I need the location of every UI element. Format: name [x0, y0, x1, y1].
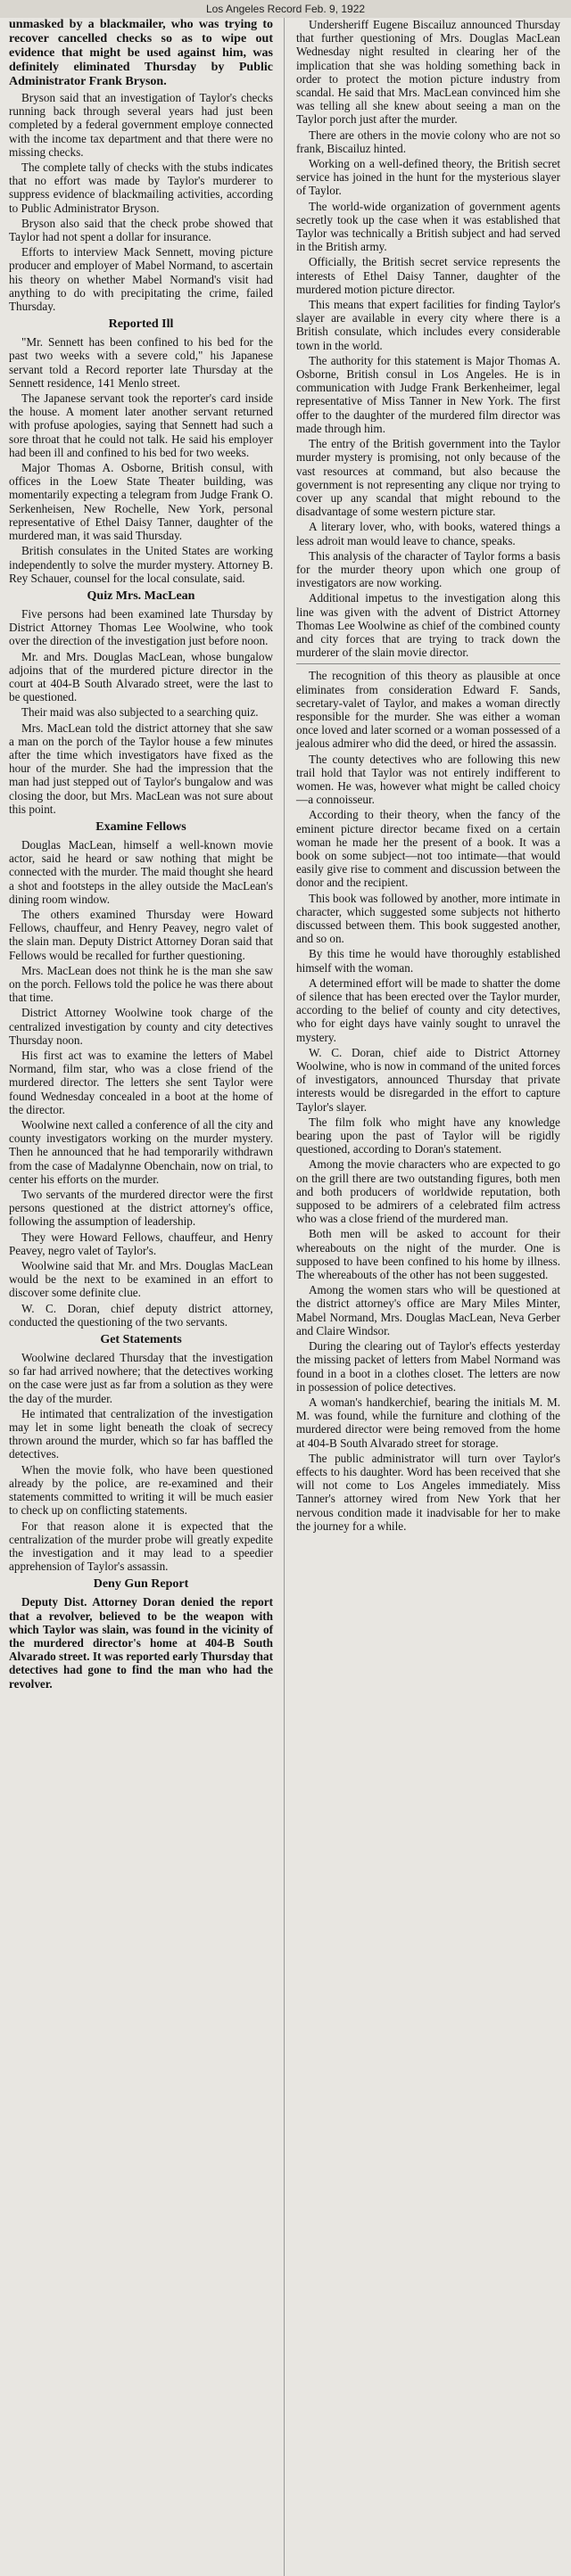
subheading: Examine Fellows [95, 819, 186, 834]
paragraph: W. C. Doran, chief aide to District Attorney Woolwine, who is now in command of the united forces of investigators, announced Thursday that private interests would be disregarded in the effort to capture Taylor's slayer. [296, 1045, 560, 1114]
paragraph: A woman's handkerchief, bearing the initials M. M. M. was found, while the furniture and clothing of the murdered director were being removed from the home at 404-B South Alvarado street for storage. [296, 1395, 560, 1450]
subheading: Get Statements [100, 1333, 182, 1347]
paragraph: Among the movie characters who are expected to go on the grill there are two outstanding figures, both men and both producers of worldwide reputation, both supposed to be admirers of a celebrated film actress who was a close friend of the murdered man. [296, 1157, 560, 1226]
paragraph: Five persons had been examined late Thursday by District Attorney Thomas Lee Woolwine, who took over the direction of the investigation just before noon. [9, 606, 273, 648]
paragraph: The film folk who might have any knowledge bearing upon the past of Taylor will be rigidly questioned, according to Doran's statement. [296, 1115, 560, 1156]
column-rule [284, 18, 285, 2576]
paragraph: By this time he would have thoroughly established himself with the woman. [296, 947, 560, 975]
paragraph: Additional impetus to the investigation along this line was given with the advent of District Attorney Thomas Lee Woolwine as chief of the combined county and city forces that are trying to track down the murderer of the slain movie director. [296, 591, 560, 660]
subheading: Reported Ill [108, 317, 174, 332]
paragraph: Bryson said that an investigation of Taylor's checks running back through several years had just been completed by a federal government employe connected with the income tax department and that there were no missing checks. [9, 91, 273, 159]
paragraph: The others examined Thursday were Howard Fellows, chauffeur, and Henry Peavey, negro valet of the slain man. Deputy District Attorney Doran said that Fellows would be recalled for further questioning. [9, 907, 273, 962]
paragraph: Mrs. MacLean told the district attorney that she saw a man on the porch of the Taylor house a few minutes after the time which investigators have fixed as the hour of the murder. She had the impression that the man had just stepped out of Taylor's bungalow and was closing the door, but Mrs. MacLean was not sure about this point. [9, 720, 273, 816]
left-column [4, 18, 278, 2576]
paragraph: The public administrator will turn over Taylor's effects to his daughter. Word has been received that she will not come to Los Angeles immediately. Miss Tanner's attorney wired from New York that her nervous condition made it inadvisable for her to make the journey for a while. [296, 1451, 560, 1533]
paragraph: The authority for this statement is Major Thomas A. Osborne, British consul in Los Angeles. He is in communication with Judge Frank Berkenheimer, legal representative of Miss Tanner in New York. The first offer to the daughter of the murdered film director was made through him. [296, 353, 560, 435]
paragraph: W. C. Doran, chief deputy district attorney, conducted the questioning of the two servants. [9, 1301, 273, 1329]
paragraph: Deputy Dist. Attorney Doran denied the report that a revolver, believed to be the weapon with which Taylor was slain, was found in the vicinity of the murdered director's home at 404-B South Alvarado street. It was reported early Thursday that detectives had gone to find the man who had the revolver. [9, 1595, 273, 1691]
subheading: Deny Gun Report [93, 1577, 189, 1592]
masthead: Los Angeles Record Feb. 9, 1922 [205, 3, 366, 15]
paragraph: Mr. and Mrs. Douglas MacLean, whose bungalow adjoins that of the murdered picture director in the court at 404-B South Alvarado street, were the last to be questioned. [9, 649, 273, 704]
paragraph: District Attorney Woolwine took charge of the centralized investigation by county and city detectives Thursday noon. [9, 1006, 273, 1047]
paragraph: Officially, the British secret service represents the interests of Ethel Daisy Tanner, daughter of the murdered motion picture director. [296, 255, 560, 296]
paragraph: A determined effort will be made to shatter the dome of silence that has been erected over the Taylor murder, according to the belief of county and city detectives, who for eight days have vainly sought to unravel the mystery. [296, 975, 560, 1044]
paragraph: This book was followed by another, more intimate in character, which suggested some subjects not hitherto discussed between them. This book suggested another, and so on. [296, 891, 560, 946]
paragraph: "Mr. Sennett has been confined to his bed for the past two weeks with a severe cold," his Japanese servant told a Record reporter late Thursday at the Sennett residence, 141 Menlo street. [9, 335, 273, 390]
paragraph: Working on a well-defined theory, the British secret service has joined in the hunt for the mysterious slayer of Taylor. [296, 157, 560, 198]
paragraph: Two servants of the murdered director were the first persons questioned at the district attorney's office, following the assumption of leadership. [9, 1188, 273, 1229]
paragraph: The entry of the British government into the Taylor murder mystery is promising, not only because of the vast resources at command, but also because the government is not representing any clique nor trying to cover up any scandal that might rebound to the disadvantage of some western picture star. [296, 437, 560, 519]
paragraph: A literary lover, who, with books, watered things a less adroit man would leave to chance, speaks. [296, 520, 560, 547]
paragraph: His first act was to examine the letters of Mabel Normand, film star, who was a close friend of the murdered director. The letters she sent Taylor were found Wednesday concealed in a boot at the home of the director. [9, 1049, 273, 1116]
paragraph: During the clearing out of Taylor's effects yesterday the missing packet of letters from Mabel Normand was found in a boot in a clothes closet. The letters are now in possession of police detectives. [296, 1339, 560, 1394]
paragraph: The recognition of this theory as plausible at once eliminates from consideration Edward F. Sands, secretary-valet of Taylor, and makes a woman directly responsible for the murder. She was either a woman once loved and later scorned or a woman possessed of a jealous admirer who did the deed, or hired the assassin. [296, 669, 560, 751]
paragraph: Undersheriff Eugene Biscailuz announced Thursday that further questioning of Mrs. Douglas MacLean Wednesday night resulted in clearing her of the implication that she was holding something back in order to protect the motion picture industry from scandal. He said that Mrs. MacLean convinced him she was telling all she knew about seeing a man on the Taylor porch just after the murder. [296, 18, 560, 127]
newspaper-page [0, 18, 571, 2576]
paragraph: According to their theory, when the fancy of the eminent picture director became fixed on a certain woman he made her the present of a book. It was a book on some subject—not too intimate—that would easily give rise to comment and discussion between the donor and the recipient. [296, 808, 560, 890]
paragraph: Their maid was also subjected to a searching quiz. [21, 705, 259, 720]
paragraph: Efforts to interview Mack Sennett, moving picture producer and employer of Mabel Normand, to ascertain his theory on whether Mabel Normand's visit had anything to do with precipitating the crime, failed Thursday. [9, 245, 273, 314]
paragraph: Woolwine next called a conference of all the city and county investigators working on the murder mystery. Then he announced that he had temporarily withdrawn from the case of Madalynne Obenchain, now on trial, to center his efforts on the murder. [9, 1118, 273, 1186]
paragraph: The Japanese servant took the reporter's card inside the house. A moment later another servant returned with profuse apologies, saying that Sennett had such a sore throat that he could not talk. He said his employer had been ill and confined to his bed for two weeks. [9, 391, 273, 459]
paragraph: This means that expert facilities for finding Taylor's slayer are available in every city where there is a British consulate, which includes every considerable town in the world. [296, 298, 560, 352]
paragraph: The complete tally of checks with the stubs indicates that no effort was made by Taylor's murderer to suppress evidence of blackmailing activities, according to Public Administrator Bryson. [9, 160, 273, 215]
paragraph: The world-wide organization of government agents secretly took up the case when it was established that Taylor was technically a British subject and had served in the British army. [296, 199, 560, 254]
paragraph: Woolwine declared Thursday that the investigation so far had arrived nowhere; that the detectives working on the case were just as far from a solution as they were the day of the murder. [9, 1351, 273, 1405]
lead-paragraph: unmasked by a blackmailer, who was trying to recover cancelled checks so as to wipe out evidence that might be used against him, was definitely eliminated Thursday by Public Administrator Frank Bryson. [9, 18, 273, 88]
paragraph: He intimated that centralization of the investigation may let in some light beneath the cloak of secrecy thrown around the murder, which so far has baffled the detectives. [9, 1406, 273, 1461]
paragraph: Woolwine said that Mr. and Mrs. Douglas MacLean would be the next to be examined in an effort to discover some definite clue. [9, 1259, 273, 1300]
subheading: Quiz Mrs. MacLean [87, 588, 195, 603]
article-divider [296, 663, 560, 664]
paragraph: Both men will be asked to account for their whereabouts on the night of the murder. One is supposed to have been confined to his home by illness. The whereabouts of the other has not been suggested. [296, 1227, 560, 1282]
right-column [291, 18, 566, 2576]
paragraph: There are others in the movie colony who are not so frank, Biscailuz hinted. [296, 128, 560, 155]
paragraph: Douglas MacLean, himself a well-known movie actor, said he heard or saw nothing that might be connected with the murder. The maid thought she heard a shot and footsteps in the alley outside the MacLean's dining room window. [9, 837, 273, 906]
paragraph: Among the women stars who will be questioned at the district attorney's office are Mary Miles Minter, Mabel Normand, Mrs. Douglas MacLean, Neva Gerber and Claire Windsor. [296, 1283, 560, 1337]
paragraph: For that reason alone it is expected that the centralization of the murder probe will greatly expedite the investigation and it may lead to a speedier apprehension of Taylor's assassin. [9, 1518, 273, 1574]
paragraph: They were Howard Fellows, chauffeur, and Henry Peavey, negro valet of Taylor's. [9, 1230, 273, 1257]
paragraph: When the movie folk, who have been questioned already by the police, are re-examined and their statements committed to writing it will be much easier to check up on conflicting statements. [9, 1462, 273, 1518]
paragraph: British consulates in the United States are working independently to solve the murder mystery. Attorney B. Rey Schauer, counsel for the local consulate, said. [9, 544, 273, 585]
paragraph: The county detectives who are following this new trail hold that Taylor was not entirely indifferent to women. He was, however what might be called choicy—a connoisseur. [296, 752, 560, 807]
paragraph: This analysis of the character of Taylor forms a basis for the murder theory upon which one group of investigators are now working. [296, 548, 560, 590]
paragraph: Mrs. MacLean does not think he is the man she saw on the porch. Fellows told the police he was there about that time. [9, 963, 273, 1005]
paragraph: Bryson also said that the check probe showed that Taylor had not spent a dollar for insurance. [9, 216, 273, 244]
paragraph: Major Thomas A. Osborne, British consul, with offices in the Loew State Theater building, was momentarily expecting a telegram from Judge Frank O. Serkenheisen, New Rochelle, New York, personal representative of Ethel Daisy Tanner, daughter of the murdered man, it was said Thursday. [9, 461, 273, 543]
